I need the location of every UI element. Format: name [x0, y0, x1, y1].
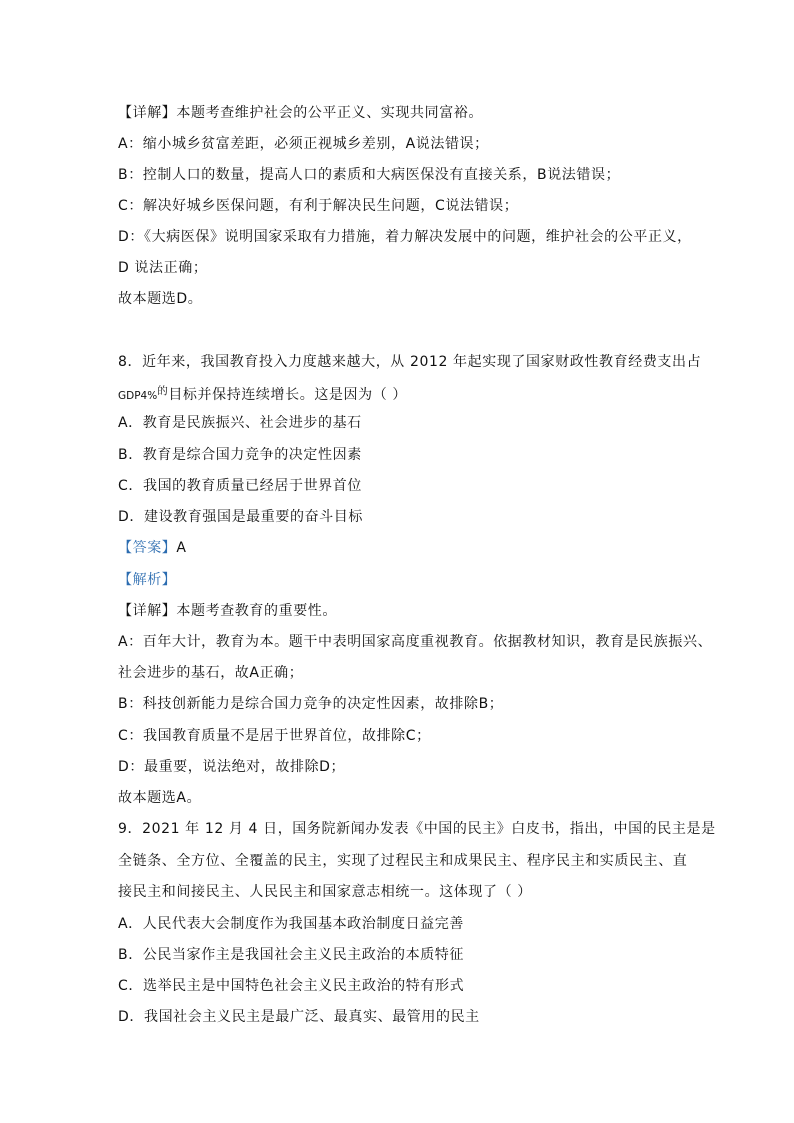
q9-stem-line3: 接民主和间接民主、人民民主和国家意志相统一。这体现了（ ） [118, 884, 532, 900]
q7-analysis-a: A：缩小城乡贫富差距，必须正视城乡差别，A说法错误； [118, 136, 489, 152]
q9-stem-line2: 全链条、全方位、全覆盖的民主，实现了过程民主和成果民主、程序民主和实质民主、直 [118, 853, 688, 869]
q8-analysis-c: C：我国教育质量不是居于世界首位，故排除C； [118, 728, 431, 744]
q8-conclusion: 故本题选A。 [118, 790, 202, 806]
q8-option-d: D．建设教育强国是最重要的奋斗目标 [118, 509, 363, 525]
q8-option-b: B．教育是综合国力竞争的决定性因素 [118, 447, 362, 463]
q8-stem-line1: 8．近年来，我国教育投入力度越来越大，从 2012 年起实现了国家财政性教育经费支出占 [118, 354, 702, 370]
q8-stem-rest: 目标并保持连续增长。这是因为（ ） [168, 387, 407, 403]
q8-analysis-b: B：科技创新能力是综合国力竞争的决定性因素，故排除B； [118, 696, 504, 712]
q8-analysis-a: A：百年大计，教育为本。题干中表明国家高度重视教育。依据教材知识，教育是民族振兴、 [118, 634, 713, 650]
q8-gdp-text: GDP4% [118, 390, 158, 402]
q7-detail: 【详解】本题考查维护社会的公平正义、实现共同富裕。 [118, 105, 483, 121]
q8-stem-line2 [118, 386, 407, 405]
answer-value: A [176, 540, 187, 556]
q9-stem-line1: 9．2021 年 12 月 4 日，国务院新闻办发表《中国的民主》白皮书，指出，中国的民主是是 [118, 821, 716, 837]
q9-option-a: A．人民代表大会制度作为我国基本政治制度日益完善 [118, 916, 464, 932]
q8-sup-text: 的 [157, 385, 169, 397]
q8-detail: 【详解】本题考查教育的重要性。 [118, 603, 337, 619]
q8-option-c: C．我国的教育质量已经居于世界首位 [118, 478, 362, 494]
q7-conclusion: 故本题选D。 [118, 291, 203, 307]
q8-analysis-d: D：最重要，说法绝对，故排除D； [118, 759, 346, 775]
answer-label: 【答案】 [118, 540, 177, 556]
q7-analysis-d: D：《大病医保》说明国家采取有力措施，着力解决发展中的问题，维护社会的公平正义， [118, 229, 692, 245]
q7-analysis-c: C：解决好城乡医保问题，有利于解决民生问题，C说法错误； [118, 198, 519, 214]
q9-option-b: B．公民当家作主是我国社会主义民主政治的本质特征 [118, 947, 465, 963]
q7-analysis-b: B：控制人口的数量，提高人口的素质和大病医保没有直接关系，B说法错误； [118, 167, 621, 183]
q9-option-d: D．我国社会主义民主是最广泛、最真实、最管用的民主 [118, 1009, 480, 1025]
q7-analysis-d-cont: D 说法正确； [118, 260, 208, 276]
q8-option-a: A．教育是民族振兴、社会进步的基石 [118, 415, 362, 431]
analysis-label: 【解析】 [118, 572, 177, 588]
q8-analysis-a-cont: 社会进步的基石，故A正确； [118, 665, 304, 681]
q9-option-c: C．选举民主是中国特色社会主义民主政治的特有形式 [118, 978, 465, 994]
q8-answer [118, 539, 187, 557]
